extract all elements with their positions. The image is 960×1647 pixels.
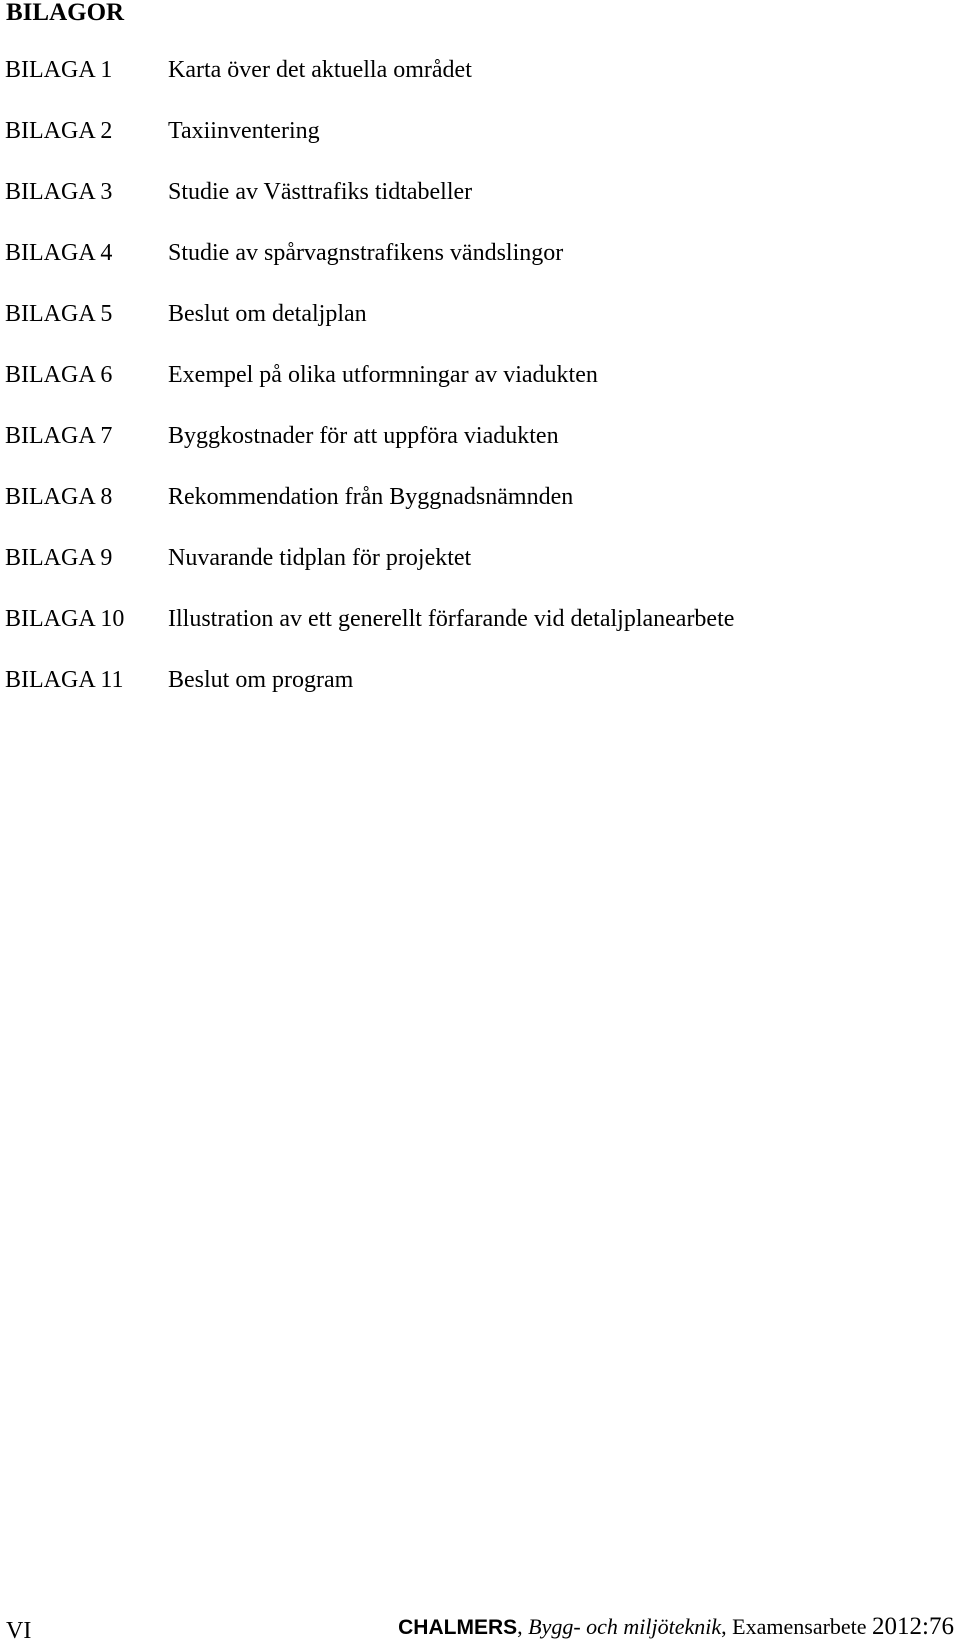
footer-report-prefix: , Examensarbete <box>721 1614 873 1639</box>
appendix-label: BILAGA 10 <box>5 606 125 632</box>
appendix-row-3 <box>5 178 734 239</box>
appendix-title: Beslut om detaljplan <box>168 301 367 327</box>
appendix-row-6 <box>5 361 734 422</box>
appendix-label: BILAGA 5 <box>5 301 113 327</box>
appendix-label: BILAGA 6 <box>5 362 113 388</box>
footer-separator: , <box>517 1614 529 1639</box>
page-heading: BILAGOR <box>6 0 125 26</box>
appendix-row-4 <box>5 239 734 300</box>
appendix-title: Rekommendation från Byggnadsnämnden <box>168 484 574 510</box>
footer-page-number: VI <box>6 1618 32 1644</box>
appendix-title: Studie av spårvagnstrafikens vändslingor <box>168 240 564 266</box>
appendix-label: BILAGA 4 <box>5 240 113 266</box>
appendix-title: Byggkostnader för att uppföra viadukten <box>168 423 559 449</box>
appendix-label: BILAGA 8 <box>5 484 113 510</box>
appendix-label: BILAGA 11 <box>5 667 124 693</box>
appendix-row-8 <box>5 483 734 544</box>
appendix-title: Studie av Västtrafiks tidtabeller <box>168 179 473 205</box>
appendix-title: Illustration av ett generellt förfarande vid detaljplanearbete <box>168 606 735 632</box>
appendix-title: Nuvarande tidplan för projektet <box>168 545 472 571</box>
appendix-row-9 <box>5 544 734 605</box>
appendix-label: BILAGA 7 <box>5 423 113 449</box>
appendix-label: BILAGA 3 <box>5 179 113 205</box>
appendix-row-5 <box>5 300 734 361</box>
appendix-row-1 <box>5 56 734 117</box>
footer-credit <box>398 1614 954 1641</box>
footer-brand: CHALMERS <box>398 1616 518 1639</box>
footer-department: Bygg- och miljöteknik <box>528 1614 722 1639</box>
appendix-title: Taxiinventering <box>168 118 320 144</box>
appendix-list <box>5 56 734 727</box>
appendix-label: BILAGA 2 <box>5 118 113 144</box>
appendix-title: Beslut om program <box>168 667 354 693</box>
appendix-label: BILAGA 9 <box>5 545 113 571</box>
appendix-title: Karta över det aktuella området <box>168 57 472 83</box>
appendix-row-11 <box>5 666 734 727</box>
appendix-row-2 <box>5 117 734 178</box>
appendix-row-7 <box>5 422 734 483</box>
appendix-title: Exempel på olika utformningar av viadukten <box>168 362 598 388</box>
appendix-row-10 <box>5 605 734 666</box>
appendix-label: BILAGA 1 <box>5 57 113 83</box>
footer-report-number: 2012:76 <box>872 1613 954 1640</box>
